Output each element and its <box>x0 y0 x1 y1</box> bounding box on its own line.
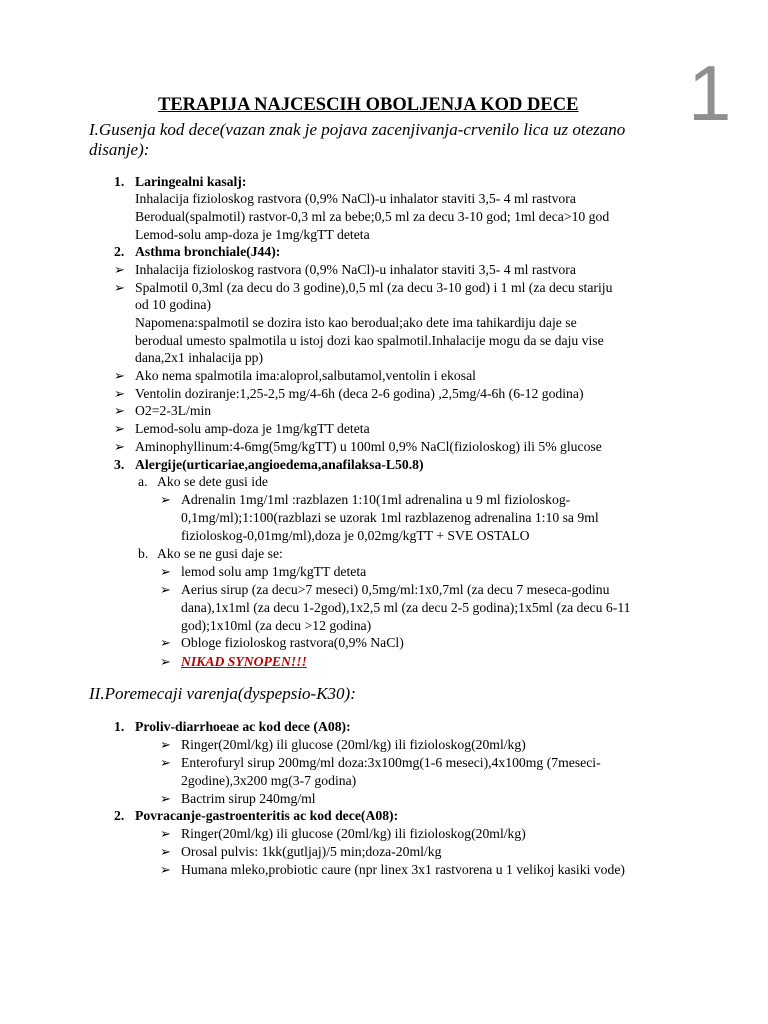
arrow-bullet-icon: ➢ <box>160 564 171 579</box>
item-number: 2. <box>114 808 125 823</box>
item-label-alergije: Alergije(urticariae,angioedema,anafilaksa-L50.8) <box>135 457 424 472</box>
arrow-bullet-icon: ➢ <box>160 844 171 859</box>
note-line: dana,2x1 inhalacija pp) <box>135 350 264 365</box>
arrow-bullet-icon: ➢ <box>160 737 171 752</box>
arrow-bullet-icon: ➢ <box>114 386 125 401</box>
note-line: berodual umesto spalmotila u istoj dozi kao spalmotil.Inhalacije mogu da se daju vise <box>135 333 604 348</box>
bullet-text: Enterofuryl sirup 200mg/ml doza:3x100mg(1-6 meseci),4x100mg (7meseci- <box>181 755 601 770</box>
bullet-text: Ringer(20ml/kg) ili glucose (20ml/kg) ili fizioloskog(20ml/kg) <box>181 826 526 841</box>
section2-heading: II.Poremecaji varenja(dyspepsio-K30): <box>89 684 356 703</box>
bullet-text: Inhalacija fizioloskog rastvora (0,9% NaCl)-u inhalator staviti 3,5- 4 ml rastvora <box>135 262 576 277</box>
note-line: Napomena:spalmotil se dozira isto kao berodual;ako dete ima tahikardiju daje se <box>135 315 577 330</box>
bullet-text: Ringer(20ml/kg) ili glucose (20ml/kg) ili fizioloskog(20ml/kg) <box>181 737 526 752</box>
item-number: 1. <box>114 719 125 734</box>
bullet-text: Spalmotil 0,3ml (za decu do 3 godine),0,5 ml (za decu 3-10 god) i 1 ml (za decu stariju <box>135 280 613 295</box>
bullet-text-cont: 0,1mg/ml);1:100(razblazi se uzorak 1ml razblazenog adrenalina 1:10 sa 9ml <box>181 510 599 525</box>
bullet-text-cont: god);1x10ml (za decu >12 godina) <box>181 618 372 633</box>
item-label-asthma: Asthma bronchiale(J44): <box>135 244 281 259</box>
item-label-laringealni: Laringealni kasalj: <box>135 174 247 189</box>
arrow-bullet-icon: ➢ <box>114 403 125 418</box>
page-number: 1 <box>688 49 732 137</box>
bullet-text: Lemod-solu amp-doza je 1mg/kgTT deteta <box>135 421 370 436</box>
arrow-bullet-icon: ➢ <box>160 492 171 507</box>
item-number: 2. <box>114 244 125 259</box>
arrow-bullet-icon: ➢ <box>160 635 171 650</box>
arrow-bullet-icon: ➢ <box>160 862 171 877</box>
arrow-bullet-icon: ➢ <box>160 654 171 669</box>
bullet-text: Aerius sirup (za decu>7 meseci) 0,5mg/ml:1x0,7ml (za decu 7 meseca-godinu <box>181 582 610 597</box>
bullet-text-cont: dana),1x1ml (za decu 1-2god),1x2,5 ml (za decu 2-5 godina);1x5ml (za decu 6-11 <box>181 600 631 615</box>
bullet-text: Obloge fizioloskog rastvora(0,9% NaCl) <box>181 635 404 650</box>
item-number: 3. <box>114 457 125 472</box>
arrow-bullet-icon: ➢ <box>114 368 125 383</box>
bullet-text: Ako nema spalmotila ima:aloprol,salbutamol,ventolin i ekosal <box>135 368 476 383</box>
bullet-text: Adrenalin 1mg/1ml :razblazen 1:10(1ml adrenalina u 9 ml fizioloskog- <box>181 492 571 507</box>
bullet-text: Humana mleko,probiotic caure (npr linex 3x1 rastvorena u 1 velikoj kasiki vode) <box>181 862 625 877</box>
text-line: Inhalacija fizioloskog rastvora (0,9% NaCl)-u inhalator staviti 3,5- 4 ml rastvora <box>135 191 576 206</box>
bullet-text-cont: od 10 godina) <box>135 297 212 312</box>
bullet-text-cont: 2godine),3x200 mg(3-7 godina) <box>181 773 357 788</box>
text-line: Lemod-solu amp-doza je 1mg/kgTT deteta <box>135 227 370 242</box>
sub-text: Ako se dete gusi ide <box>157 474 268 489</box>
bullet-text: lemod solu amp 1mg/kgTT deteta <box>181 564 367 579</box>
sub-letter: b. <box>138 546 149 561</box>
bullet-text: Aminophyllinum:4-6mg(5mg/kgTT) u 100ml 0,9% NaCl(fizioloskog) ili 5% glucose <box>135 439 602 454</box>
section1-heading-line2: disanje): <box>89 140 150 159</box>
bullet-text: Orosal pulvis: 1kk(gutljaj)/5 min;doza-20ml/kg <box>181 844 442 859</box>
item-label-povracanje: Povracanje-gastroenteritis ac kod dece(A08): <box>135 808 399 823</box>
arrow-bullet-icon: ➢ <box>114 439 125 454</box>
document-title: TERAPIJA NAJCESCIH OBOLJENJA KOD DECE <box>158 95 579 115</box>
section1-heading-line1: I.Gusenja kod dece(vazan znak je pojava zacenjivanja-crvenilo lica uz otezano <box>89 120 626 139</box>
bullet-text-cont: fizioloskog-0,01mg/ml),doza je 0,02mg/kgTT + SVE OSTALO <box>181 528 530 543</box>
arrow-bullet-icon: ➢ <box>160 826 171 841</box>
bullet-text: O2=2-3L/min <box>135 403 212 418</box>
arrow-bullet-icon: ➢ <box>114 262 125 277</box>
item-label-proliv: Proliv-diarrhoeae ac kod dece (A08): <box>135 719 351 734</box>
sub-text: Ako se ne gusi daje se: <box>157 546 283 561</box>
item-number: 1. <box>114 174 125 189</box>
arrow-bullet-icon: ➢ <box>114 421 125 436</box>
bullet-text: Ventolin doziranje:1,25-2,5 mg/4-6h (deca 2-6 godina) ,2,5mg/4-6h (6-12 godina) <box>135 386 584 401</box>
arrow-bullet-icon: ➢ <box>160 755 171 770</box>
arrow-bullet-icon: ➢ <box>160 791 171 806</box>
arrow-bullet-icon: ➢ <box>160 582 171 597</box>
sub-letter: a. <box>138 474 148 489</box>
arrow-bullet-icon: ➢ <box>114 280 125 295</box>
warning-nikad-synopen: NIKAD SYNOPEN!!! <box>181 654 307 669</box>
bullet-text: Bactrim sirup 240mg/ml <box>181 791 316 806</box>
text-line: Berodual(spalmotil) rastvor-0,3 ml za bebe;0,5 ml za decu 3-10 god; 1ml deca>10 god <box>135 209 610 224</box>
